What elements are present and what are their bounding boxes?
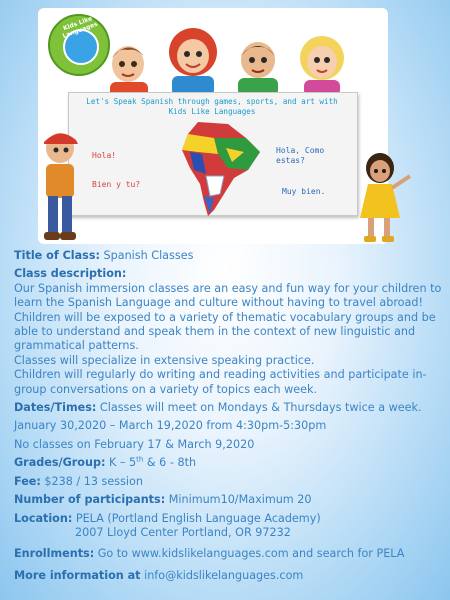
description-label: Class description: bbox=[14, 267, 127, 281]
dates-range: January 30,2020 – March 19,2020 from 4:30pm-5:30pm bbox=[14, 419, 327, 433]
description-heading bbox=[14, 267, 442, 281]
class-info bbox=[14, 249, 442, 583]
speech-muy-bien: Muy bien. bbox=[282, 187, 326, 196]
speech-hola-como-estas: Hola, Como estas? bbox=[276, 146, 325, 165]
girl-blonde-figure bbox=[290, 26, 354, 96]
grades-superscript: th bbox=[136, 455, 144, 464]
speech-hola: Hola! bbox=[92, 151, 117, 160]
more-info-line bbox=[14, 569, 442, 583]
participants-label: Number of participants: bbox=[14, 493, 166, 507]
location-address: 2007 Lloyd Center Portland, OR 97232 bbox=[75, 525, 291, 539]
boy-green-shirt-figure bbox=[228, 32, 288, 96]
boy-red-shirt-figure bbox=[100, 38, 160, 98]
location-label: Location: bbox=[14, 511, 73, 525]
fee-label: Fee: bbox=[14, 474, 41, 488]
enrollments-line bbox=[14, 547, 442, 561]
participants-value: Minimum10/Maximum 20 bbox=[165, 493, 312, 507]
south-america-flags-map bbox=[168, 118, 264, 218]
no-classes-line: No classes on February 17 & March 9,2020 bbox=[14, 437, 255, 451]
description-paragraph-4: Children will regularly do writing and reading activities and participate in-group conversations on a variety of topics each week. bbox=[14, 368, 427, 396]
participants-line bbox=[14, 493, 442, 507]
dates-line bbox=[14, 401, 442, 415]
boy-cap-figure bbox=[38, 124, 80, 246]
description-paragraph-3: Classes will specialize in extensive speaking practice. bbox=[14, 353, 315, 367]
title-line bbox=[14, 249, 442, 263]
grades-label: Grades/Group: bbox=[14, 456, 106, 470]
fee-value: $238 / 13 session bbox=[40, 474, 143, 488]
dates-label: Dates/Times: bbox=[14, 401, 97, 415]
enrollments-label: Enrollments: bbox=[14, 547, 95, 561]
description-paragraph-2: Children will be exposed to a variety of thematic vocabulary groups and be able to understand and speak them in the context of new linguistic and grammatical patterns. bbox=[14, 310, 436, 353]
location-line bbox=[14, 512, 442, 526]
banner-headline: Let's Speak Spanish through games, sports, and art with Kids Like Languages bbox=[86, 97, 338, 116]
grades-value-a: K – 5 bbox=[105, 456, 137, 470]
logo-text: Kids Like Languages bbox=[61, 15, 99, 40]
more-info-label: More information at bbox=[14, 568, 141, 582]
location-value: PELA (Portland English Language Academy) bbox=[72, 511, 321, 525]
girl-yellow-dress-figure bbox=[354, 150, 412, 246]
description-paragraph-1: Our Spanish immersion classes are an easy and fun way for your children to learn the Spanish Language and culture without having to travel abroad! bbox=[14, 281, 442, 310]
dates-value: Classes will meet on Mondays & Thursdays twice a week. bbox=[96, 401, 422, 415]
fee-line bbox=[14, 475, 442, 489]
enrollments-value: Go to www.kidslikelanguages.com and search for PELA bbox=[94, 547, 405, 561]
title-value: Spanish Classes bbox=[99, 249, 194, 262]
speech-bien-y-tu: Bien y tu? bbox=[92, 180, 141, 189]
more-info-email: info@kidslikelanguages.com bbox=[140, 568, 304, 582]
grades-line bbox=[14, 456, 442, 470]
title-label: Title of Class: bbox=[14, 249, 100, 262]
girl-red-hair-figure bbox=[158, 18, 228, 96]
grades-value-b: & 6 - 8th bbox=[143, 456, 197, 470]
